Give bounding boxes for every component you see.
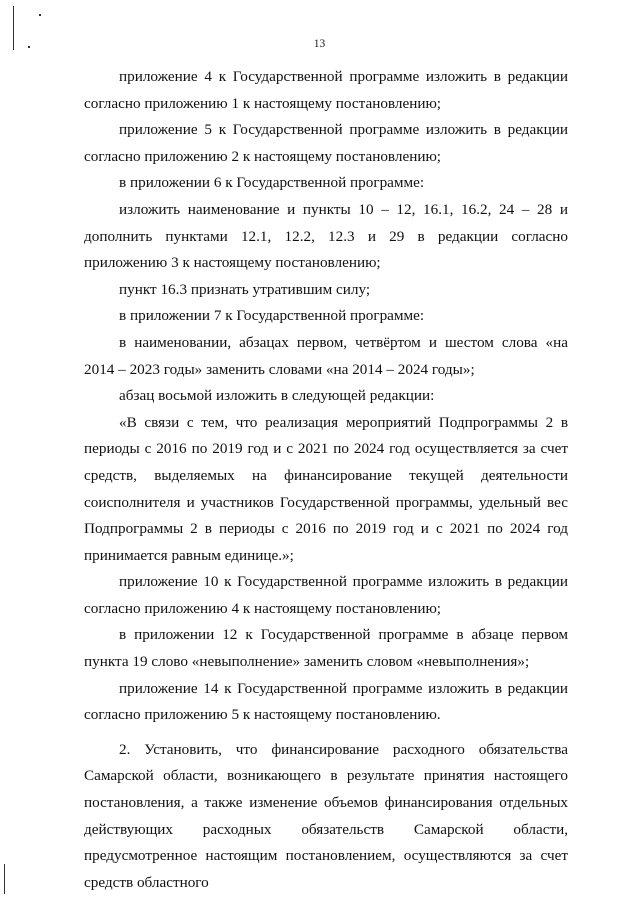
scan-margin-line-bottom [4,864,5,894]
paragraph-3: в приложении 6 к Государственной программе: [119,174,425,192]
paragraph-12: приложение 14 к Государственной программе изложить в редакции согласно приложению 5 к настоящему постановлению. [84,679,568,724]
paragraph-2: приложение 5 к Государственной программе изложить в редакции согласно приложению 2 к настоящему постановлению; [84,121,568,165]
paragraph-8: абзац восьмой изложить в следующей редакции: [119,387,435,405]
paragraph-6: в приложении 7 к Государственной программе: [119,307,425,325]
page-number: 13 [313,38,326,50]
scan-margin-dot-top [39,14,41,16]
paragraph-5: пункт 16.3 признать утратившим силу; [119,280,371,298]
paragraph-7: в наименовании, абзацах первом, четвёртом и шестом слова «на 2014 – 2023 годы» заменить словами «на 2014 – 2024 годы»; [84,333,568,378]
paragraph-11: в приложении 12 к Государственной программе в абзаце первом пункта 19 слово «невыполнение» заменить словом «невыполнения»; [84,626,568,671]
paragraph-1: приложение 4 к Государственной программе изложить в редакции согласно приложению 1 к настоящему постановлению; [84,68,568,112]
paragraph-4: изложить наименование и пункты 10 – 12, 16.1, 16.2, 24 – 28 и дополнить пунктами 12.1, 12.2, 12.3 и 29 в редакции согласно приложению 3 к настоящему постановлению; [84,200,568,272]
paragraph-10: приложение 10 к Государственной программе изложить в редакции согласно приложению 4 к настоящему постановлению; [84,573,568,617]
document-body [84,64,568,896]
section-2-paragraph: 2. Установить, что финансирование расходного обязательства Самарской области, возникающего в результате принятия настоящего постановления, а также изменение объемов финансирования отдельных действующих расходных обязательств Самарской области, предусмотренное настоящим постановлением, осуществляются за счет средств областного [84,740,568,891]
paragraph-9: «В связи с тем, что реализация мероприятий Подпрограммы 2 в периоды с 2016 по 2019 год и с 2021 по 2024 год осуществляется за счет средств, выделяемых на финансирование текущей деятельности соисполнителя и участников Государственной программы, удельный вес Подпрограммы 2 в периоды с 2016 по 2019 год и с 2021 по 2024 год принимается равным единице.»; [84,413,568,564]
